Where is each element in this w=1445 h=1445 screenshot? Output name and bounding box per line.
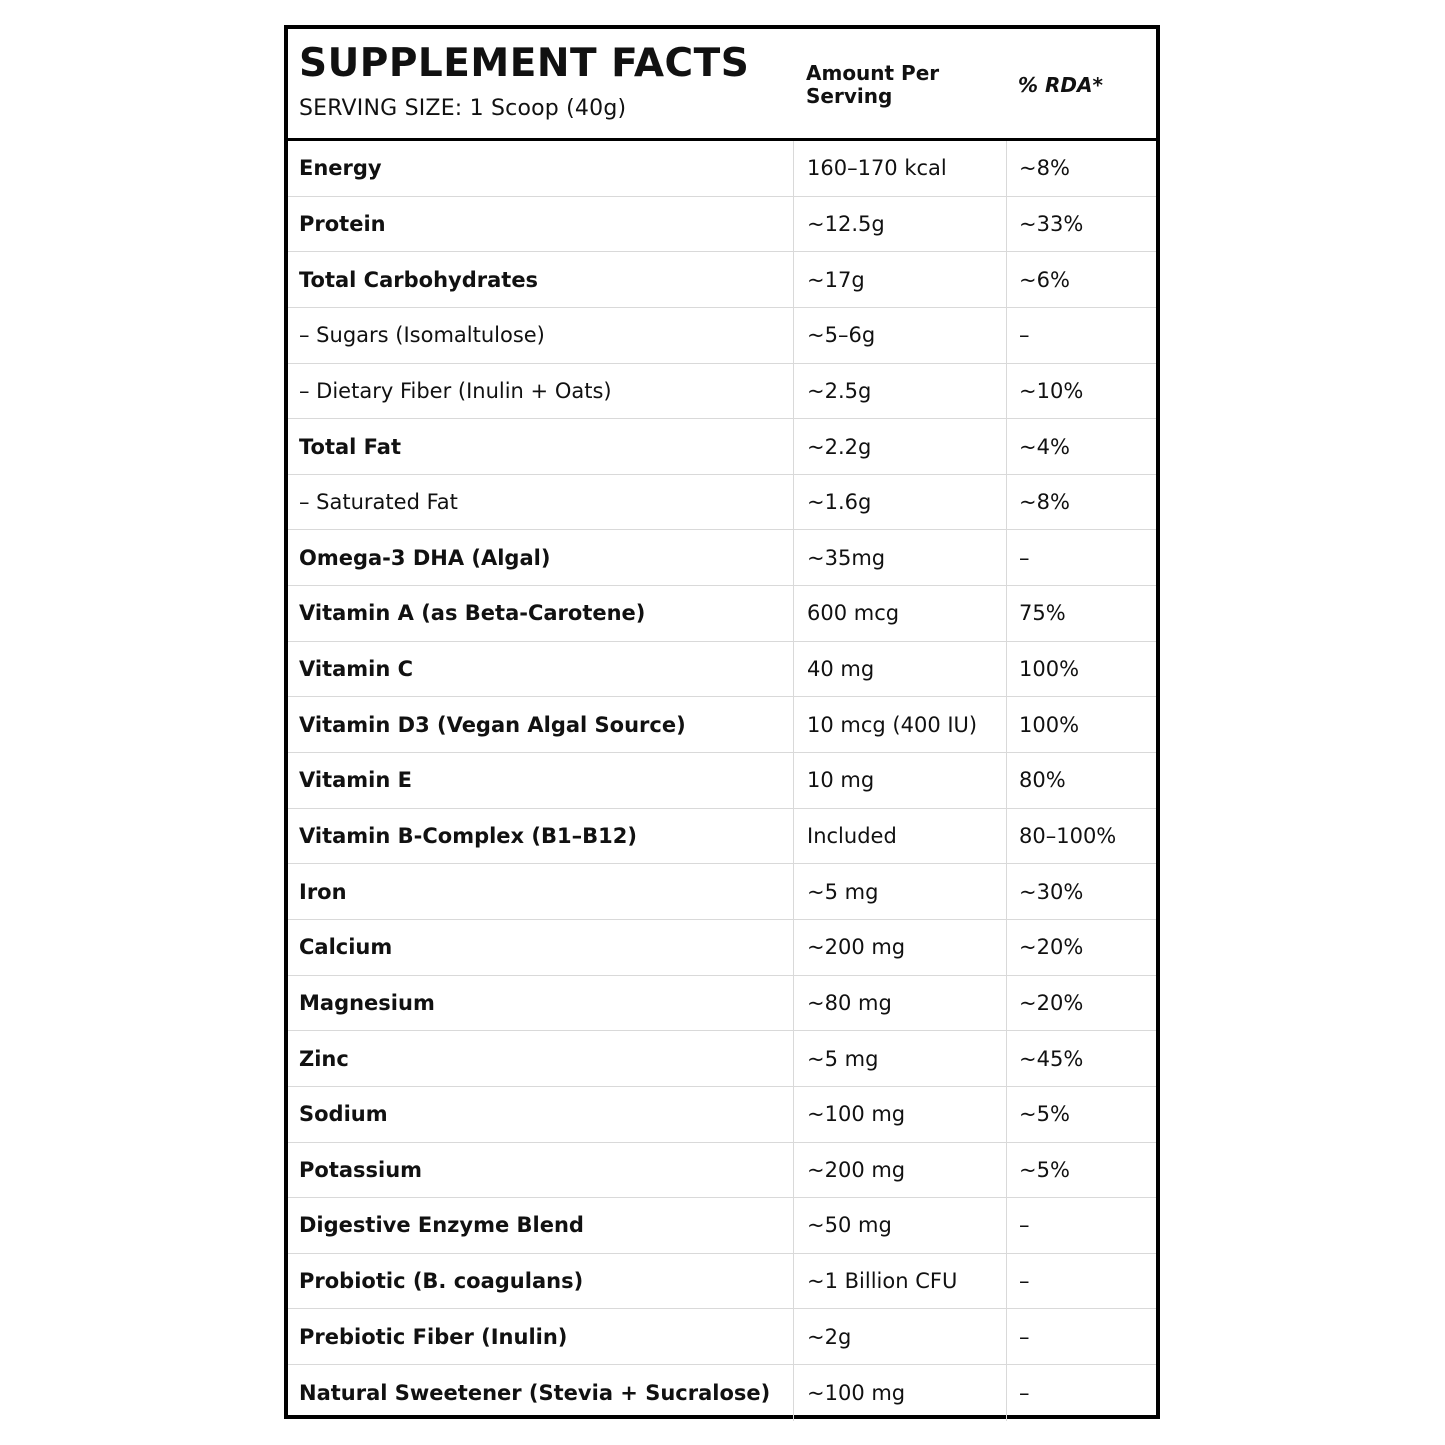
nutrient-table: [288, 141, 1156, 1421]
nutrient-amount: 600 mcg: [793, 586, 1006, 641]
table-row: [288, 920, 1156, 976]
table-row: [288, 475, 1156, 531]
nutrient-name: Sodium: [299, 1102, 388, 1127]
nutrient-name: Energy: [299, 156, 382, 181]
nutrient-rda: ~20%: [1006, 976, 1156, 1031]
facts-title: SUPPLEMENT FACTS: [299, 41, 750, 86]
table-row: [288, 1031, 1156, 1087]
nutrient-name: Calcium: [299, 935, 393, 960]
nutrient-amount: ~100 mg: [793, 1365, 1006, 1421]
nutrient-amount: ~2.5g: [793, 364, 1006, 419]
nutrient-name: – Dietary Fiber (Inulin + Oats): [299, 378, 612, 403]
table-row: [288, 976, 1156, 1032]
nutrient-name: Magnesium: [299, 990, 435, 1015]
nutrient-name: – Saturated Fat: [299, 490, 458, 515]
table-row: [288, 642, 1156, 698]
table-row: [288, 809, 1156, 865]
nutrient-rda: –: [1006, 1254, 1156, 1309]
nutrient-rda: ~33%: [1006, 197, 1156, 252]
nutrient-amount: ~1 Billion CFU: [793, 1254, 1006, 1309]
nutrient-rda: ~4%: [1006, 419, 1156, 474]
table-row: [288, 364, 1156, 420]
nutrient-name: Omega-3 DHA (Algal): [299, 545, 551, 570]
amount-column-header: Amount Per Serving: [806, 61, 940, 108]
table-row: [288, 197, 1156, 253]
nutrient-name: Vitamin D3 (Vegan Algal Source): [299, 712, 686, 737]
nutrient-rda: –: [1006, 308, 1156, 363]
nutrient-name: Probiotic (B. coagulans): [299, 1269, 584, 1294]
table-row: [288, 697, 1156, 753]
nutrient-amount: ~5–6g: [793, 308, 1006, 363]
nutrient-name: Prebiotic Fiber (Inulin): [299, 1324, 568, 1349]
nutrient-name: Total Carbohydrates: [299, 267, 539, 292]
table-row: [288, 1254, 1156, 1310]
table-row: [288, 419, 1156, 475]
nutrient-rda: ~5%: [1006, 1143, 1156, 1198]
nutrient-rda: ~20%: [1006, 920, 1156, 975]
nutrient-name: Protein: [299, 211, 386, 236]
serving-size: SERVING SIZE: 1 Scoop (40g): [299, 96, 627, 121]
nutrient-amount: 160–170 kcal: [793, 141, 1006, 196]
rda-column-header: % RDA*: [1018, 73, 1103, 97]
nutrient-rda: –: [1006, 1309, 1156, 1364]
nutrient-amount: Included: [793, 809, 1006, 864]
nutrient-rda: ~10%: [1006, 364, 1156, 419]
nutrient-amount: ~5 mg: [793, 1031, 1006, 1086]
nutrient-name: Zinc: [299, 1046, 349, 1071]
nutrient-rda: ~6%: [1006, 252, 1156, 307]
nutrient-rda: 100%: [1006, 642, 1156, 697]
table-row: [288, 141, 1156, 197]
nutrient-rda: ~30%: [1006, 864, 1156, 919]
nutrient-name: Iron: [299, 879, 347, 904]
nutrient-name: Vitamin C: [299, 657, 414, 682]
nutrient-name: Vitamin B-Complex (B1–B12): [299, 824, 637, 848]
nutrient-amount: ~5 mg: [793, 864, 1006, 919]
nutrient-name: Digestive Enzyme Blend: [299, 1213, 584, 1238]
nutrient-name: Vitamin A (as Beta-Carotene): [299, 601, 646, 626]
nutrient-amount: ~100 mg: [793, 1087, 1006, 1142]
nutrient-rda: ~8%: [1006, 141, 1156, 196]
supplement-facts-panel: [284, 25, 1160, 1419]
table-row: [288, 252, 1156, 308]
nutrient-amount: ~1.6g: [793, 475, 1006, 530]
nutrient-amount: ~17g: [793, 252, 1006, 307]
nutrient-rda: 100%: [1006, 697, 1156, 752]
table-row: [288, 1309, 1156, 1365]
nutrient-rda: 80–100%: [1006, 809, 1156, 864]
nutrient-rda: ~45%: [1006, 1031, 1156, 1086]
nutrient-rda: –: [1006, 1365, 1156, 1421]
table-row: [288, 586, 1156, 642]
nutrient-rda: 80%: [1006, 753, 1156, 808]
nutrient-rda: ~8%: [1006, 475, 1156, 530]
table-row: [288, 864, 1156, 920]
nutrient-name: Total Fat: [299, 434, 402, 459]
nutrient-rda: –: [1006, 1198, 1156, 1253]
nutrient-name: Potassium: [299, 1157, 423, 1182]
table-row: [288, 1365, 1156, 1421]
nutrient-name: Natural Sweetener (Stevia + Sucralose): [299, 1380, 771, 1405]
nutrient-name: – Sugars (Isomaltulose): [299, 323, 545, 348]
table-row: [288, 308, 1156, 364]
nutrient-amount: ~2.2g: [793, 419, 1006, 474]
nutrient-amount: ~35mg: [793, 530, 1006, 585]
facts-header: [288, 29, 1156, 141]
table-row: [288, 753, 1156, 809]
nutrient-rda: 75%: [1006, 586, 1156, 641]
nutrient-amount: 10 mg: [793, 753, 1006, 808]
nutrient-amount: ~80 mg: [793, 976, 1006, 1031]
table-row: [288, 1143, 1156, 1199]
nutrient-name: Vitamin E: [299, 768, 412, 793]
table-row: [288, 530, 1156, 586]
nutrient-amount: ~2g: [793, 1309, 1006, 1364]
nutrient-amount: 10 mcg (400 IU): [793, 697, 1006, 752]
nutrient-amount: ~200 mg: [793, 1143, 1006, 1198]
table-row: [288, 1198, 1156, 1254]
nutrient-rda: –: [1006, 530, 1156, 585]
table-row: [288, 1087, 1156, 1143]
nutrient-amount: ~50 mg: [793, 1198, 1006, 1253]
nutrient-amount: ~200 mg: [793, 920, 1006, 975]
nutrient-rda: ~5%: [1006, 1087, 1156, 1142]
nutrient-amount: ~12.5g: [793, 197, 1006, 252]
nutrient-amount: 40 mg: [793, 642, 1006, 697]
